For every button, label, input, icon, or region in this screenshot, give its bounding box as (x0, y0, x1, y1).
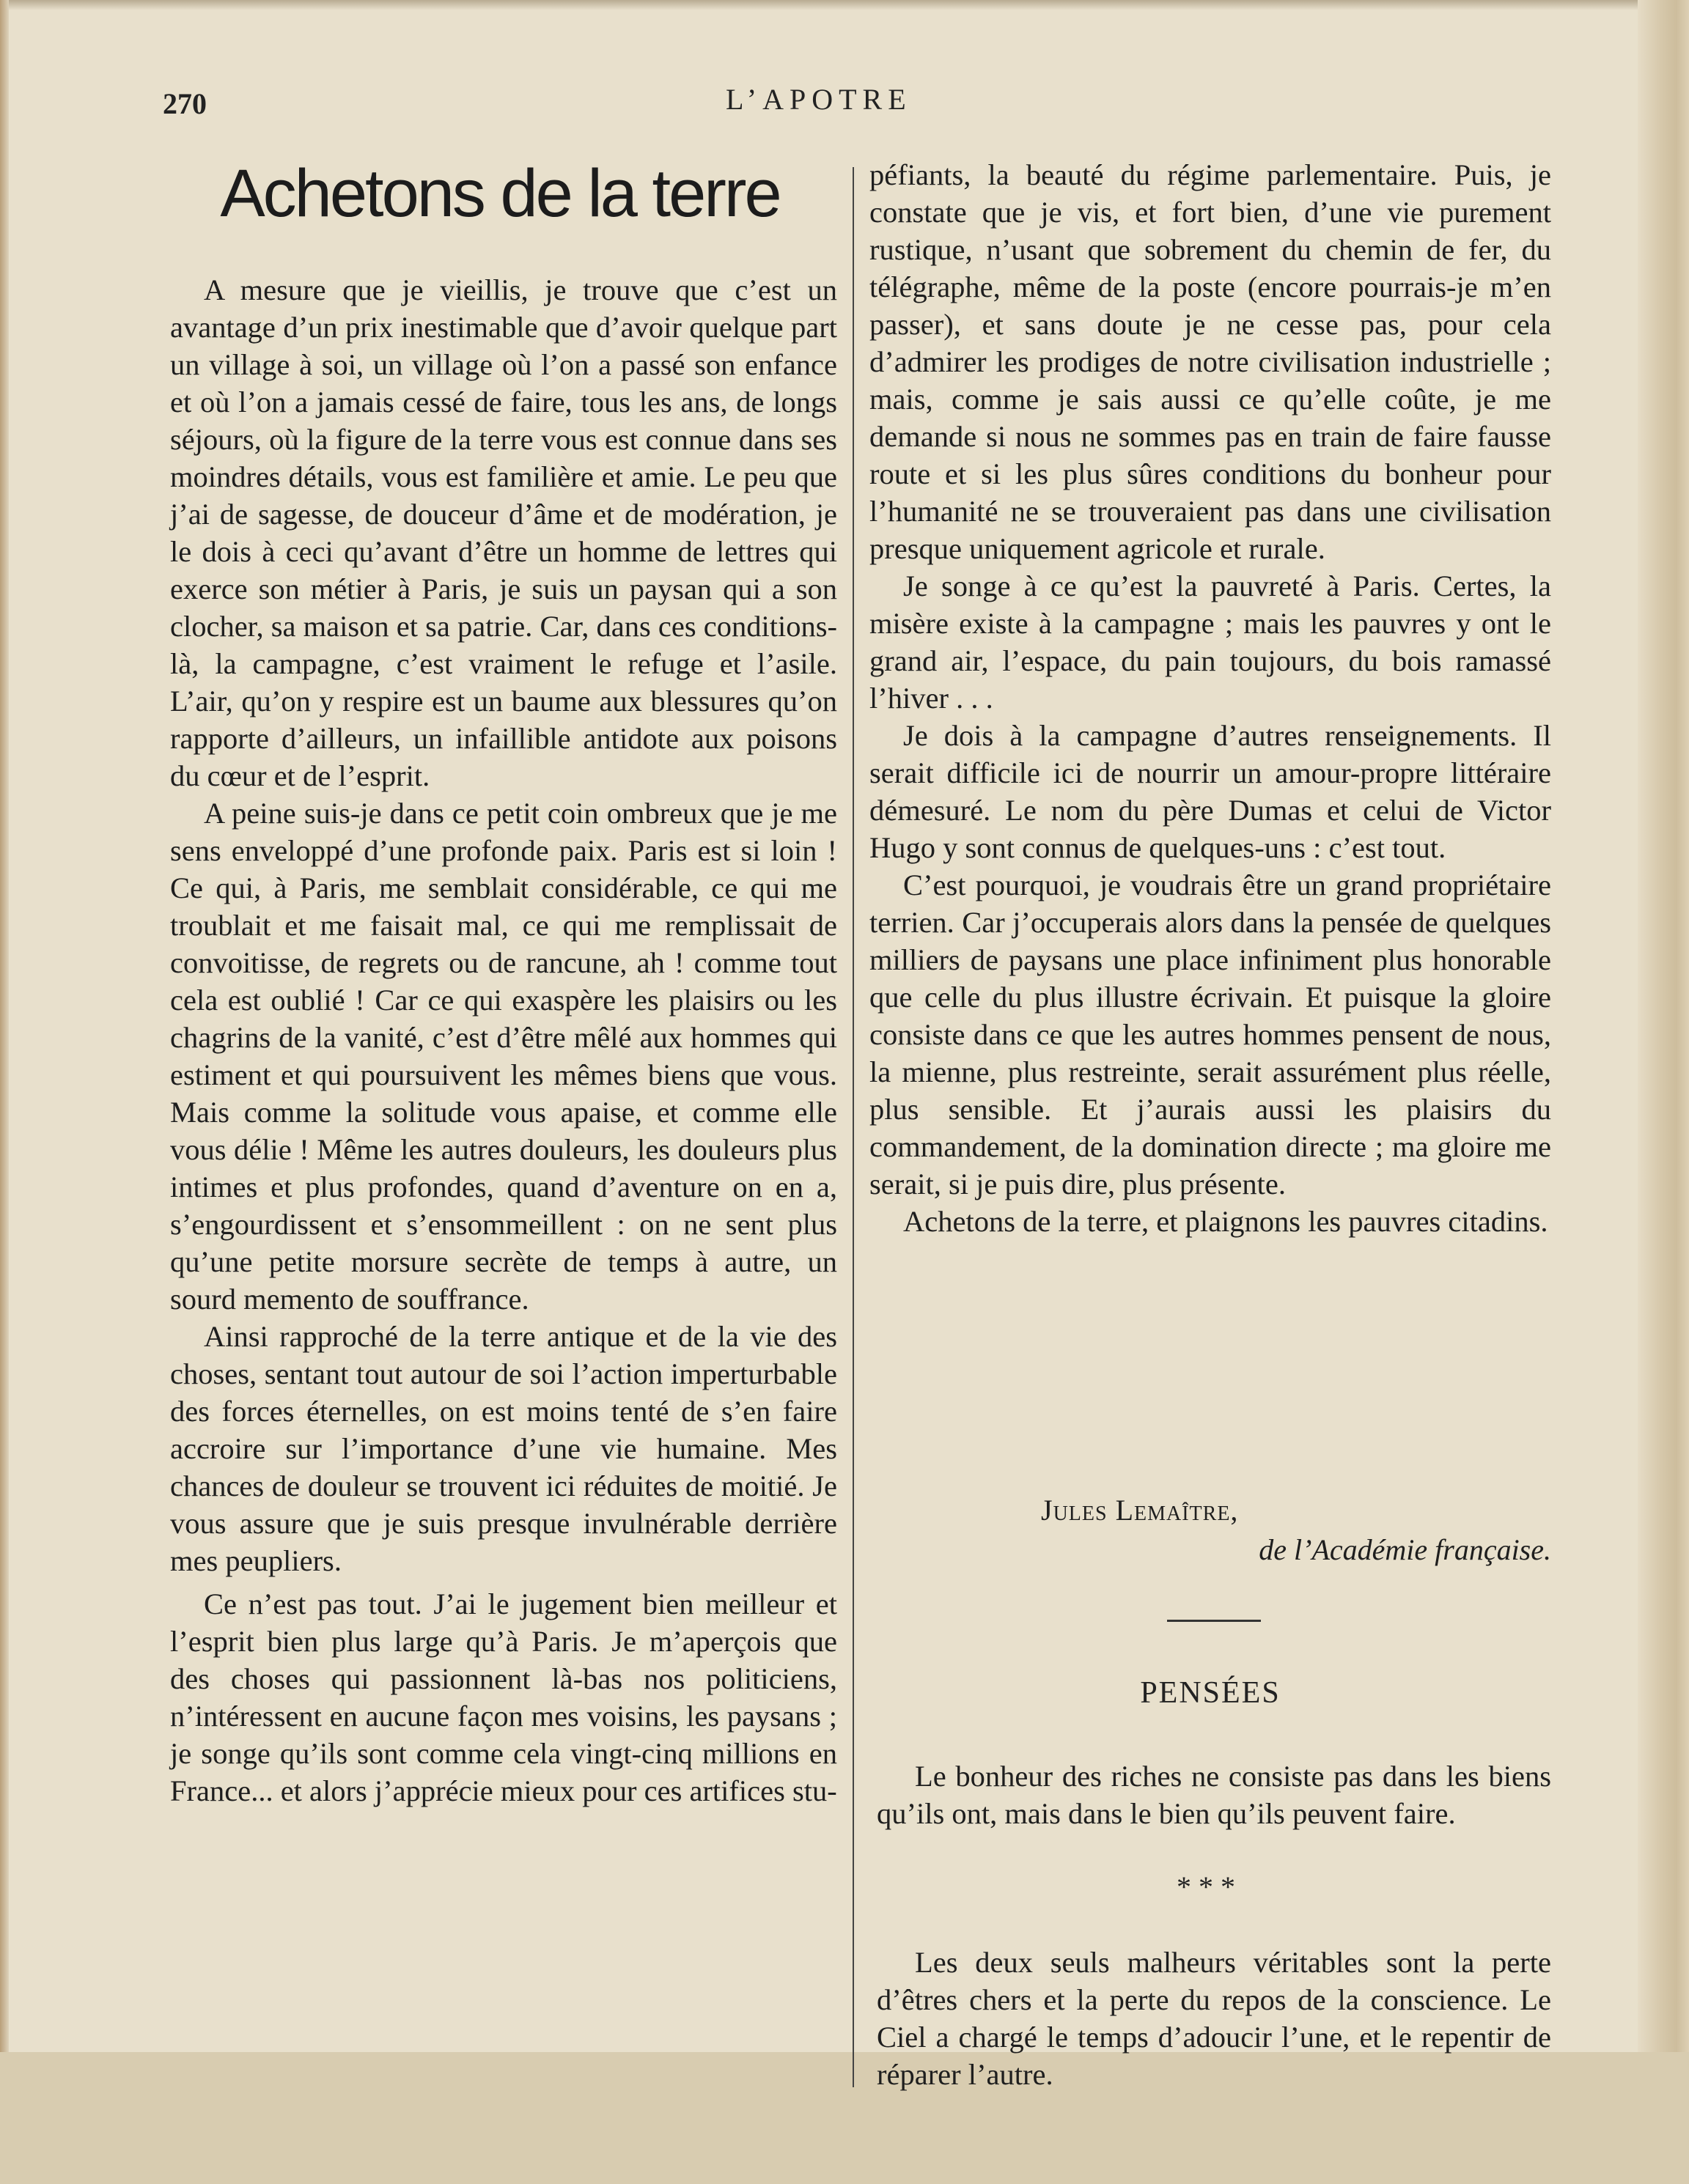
pensee-item (877, 1757, 1551, 1832)
paragraph: Ainsi rapproché de la terre antique et de la vie des choses, sentant tout autour de soi l’action imperturbable des forces éternelles, on est moins tenté de s’en faire accroire sur l’importance d’une vie humaine. Mes chances de douleur se trouvent ici réduites de moitié. Je vous assure que je suis presque invulnérable derrière mes peupliers. (170, 1320, 837, 1577)
right-column (869, 156, 1551, 1240)
author-signature (869, 1491, 1551, 1570)
pensee-item (877, 1944, 1551, 2093)
page-number: 270 (163, 87, 207, 120)
column-rule (853, 167, 854, 2087)
paragraph: péfiants, la beauté du régime parlementaire. Puis, je constate que je vis, et fort bien, d’une vie purement rustique, n’usant que sobrement du chemin de fer, du télégraphe, même de la poste (encore pourrais-je m’en passer), et sans doute je ne cesse pas, pour cela d’admirer les prodiges de notre civilisation industrielle ; mais, comme je sais aussi ce qu’elle coûte, je me demande si nous ne sommes pas en train de faire fausse route et si les plus sûres conditions du bonheur pour l’humanité ne se trouveraient pas dans une civilisation presque uniquement agricole et rurale. (869, 158, 1551, 565)
pensees-heading: PENSÉES (1140, 1676, 1281, 1710)
pensee-text: Le bonheur des riches ne consiste pas dans les biens qu’ils ont, mais dans le bien qu’ils peuvent faire. (877, 1760, 1551, 1830)
paragraph: Ce n’est pas tout. J’ai le jugement bien meilleur et l’esprit bien plus large qu’à Paris. Je m’aperçois que des choses qui passionnent là-bas nos politiciens, n’intéressent en aucune façon mes voisins, les paysans ; je songe qu’ils sont comme cela vingt-cinq millions en France... et alors j’apprécie mieux pour ces artifices stu- (170, 1587, 837, 1807)
paragraph: Achetons de la terre, et plaignons les pauvres citadins. (903, 1205, 1548, 1238)
paragraph: A mesure que je vieillis, je trouve que c’est un avantage d’un prix inestimable que d’avoir quelque part un village à soi, un village où l’on a passé son enfance et où l’on a jamais cessé de faire, tous les ans, de longs séjours, où la figure de la terre vous est connue dans ses moindres détails, vous est familière et amie. Le peu que j’ai de sagesse, de douceur d’âme et de modération, je le dois à ceci qu’avant d’être un homme de lettres qui exerce son métier à Paris, je suis un paysan qui a son clocher, sa maison et sa patrie. Car, dans ces conditions-là, la campagne, c’est vraiment le refuge et l’asile. L’air, qu’on y respire est un baume aux blessures qu’on rapporte d’ailleurs, un infaillible antidote aux poisons du cœur et de l’esprit. (170, 273, 837, 792)
author-name: Jules Lemaître, (1041, 1494, 1239, 1527)
page-fore-edge (1638, 0, 1689, 2184)
paragraph: C’est pourquoi, je voudrais être un grand propriétaire terrien. Car j’occuperais alors dans la pensée de quelques milliers de paysans une place infiniment plus honorable que celle du plus illustre écrivain. Et puisque la gloire consiste dans ce que les autres hommes pensent de nous, la mienne, plus restreinte, serait assurément plus réelle, plus sensible. Et j’aurais aussi les plaisirs du commandement, de la domination directe ; ma gloire me serait, si je puis dire, plus présente. (869, 868, 1551, 1200)
section-divider (1167, 1620, 1261, 1622)
paragraph: A peine suis-je dans ce petit coin ombreux que je me sens enveloppé d’une profonde paix. Paris est si loin ! Ce qui, à Paris, me semblait considérable, ce qui me troublait et me faisait mal, ce qui me remplissait de convoitisse, de regrets ou de rancune, ah ! comme tout cela est oublié ! Car ce qui exaspère les plaisirs ou les chagrins de la vanité, c’est d’être mêlé aux hommes qui estiment et qui poursuivent les mêmes biens que vous. Mais comme la solitude vous apaise, et comme elle vous délie ! Même les autres douleurs, les douleurs plus intimes et plus profondes, quand d’aventure on en a, s’engourdissent et s’ensommeillent : on ne sent plus qu’une petite morsure secrète de temps à autre, un sourd memento de souffrance. (170, 797, 837, 1316)
running-title: L’APOTRE (726, 83, 912, 116)
author-affiliation: de l’Académie française. (1259, 1533, 1551, 1566)
page-binding-edge (0, 0, 9, 2052)
paragraph: Je dois à la campagne d’autres renseignements. Il serait difficile ici de nourrir un amour-propre littéraire démesuré. Le nom du père Dumas et celui de Victor Hugo y sont connus de quelques-uns : c’est tout. (869, 719, 1551, 864)
paragraph: Je songe à ce qu’est la pauvreté à Paris. Certes, la misère existe à la campagne ; mais les pauvres y ont le grand air, l’espace, du pain toujours, du bois ramassé l’hiver . . . (869, 569, 1551, 715)
asterism: * * * (1177, 1870, 1235, 1903)
left-column (170, 271, 837, 1809)
pensee-text: Les deux seuls malheurs véritables sont la perte d’êtres chers et la perte du repos de la conscience. Le Ciel a chargé le temps d’adoucir l’une, et le repentir de réparer l’autre. (877, 1946, 1551, 2091)
article-title: Achetons de la terre (220, 156, 780, 231)
page-top-edge (0, 0, 1689, 10)
